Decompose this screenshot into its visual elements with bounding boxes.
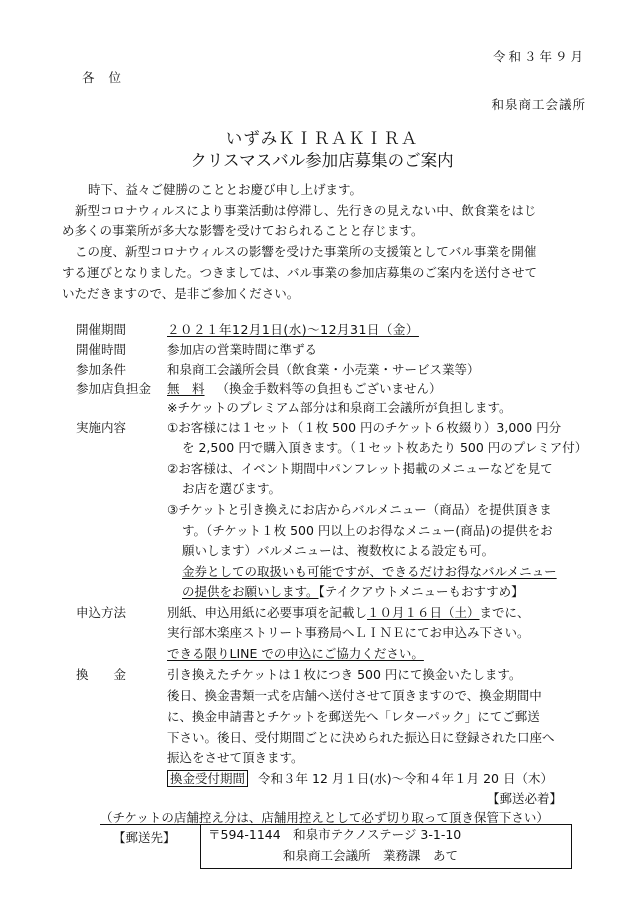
mailing-line-2: 和泉商工会議所 業務課 あて [283,848,459,863]
apply-line-underlined: できる限りLINE での申込にご協力ください。 [167,646,424,661]
condition-value: 和泉商工会議所会員（飲食業・小売業・サービス業等） [167,362,480,377]
burden-value [167,381,442,397]
exchange-line: 後日、換金書類一式を店舗へ送付させて頂きますので、換金期間中 [167,688,542,703]
title-line-1: いずみＫＩＲＡＫＩＲＡ [225,129,419,148]
apply-deadline: １０月１６日（土） [367,605,480,620]
exchange-label: 換 金 [76,667,127,682]
implementation-line: 願いします）バルメニューは、複数枚による設定も可。 [182,543,495,558]
burden-value-2: ※チケットのプレミアム部分は和泉商工会議所が負担します。 [167,400,512,415]
exchange-line: 引き換えたチケットは１枚につき 500 円にて換金いたします。 [167,667,522,682]
implementation-line: ①お客様には１セット（１枚 500 円のチケット６枚綴り）3,000 円分 [167,420,562,435]
implementation-underlined: 金券としての取扱いも可能ですが、できるだけお得なバルメニュー [182,564,557,579]
exchange-line: に、換金申請書とチケットを郵送先へ「レターパック」にてご郵送 [167,709,540,724]
implementation-label: 実施内容 [76,420,127,435]
intro-line: する運びとなりました。つきましては、バル事業の参加店募集のご案内を送付させて [62,265,538,280]
hours-value: 参加店の営業時間に準ずる [167,342,318,357]
exchange-line: 振込をさせて頂きます。 [167,750,304,765]
hours-label: 開催時間 [76,342,127,357]
notice: （チケットの店舗控え分は、店舗用控えとして必ず切り取って頂き保管下さい） [100,810,549,825]
intro-line: 新型コロナウィルスにより事業活動は停滞し、先行きの見えない中、飲食業をはじ [75,203,537,218]
mailing-label: 【郵送先】 [113,830,176,845]
title-line-2: クリスマスバル参加店募集のご案内 [190,151,454,170]
sender-name: 和泉商工会議所 [491,97,586,112]
takeout-note: 【テイクアウトメニューもおすすめ】 [318,584,524,599]
exchange-period [167,771,553,787]
condition-label: 参加条件 [76,362,127,377]
apply-text-end: までに、 [479,605,530,620]
burden-note: （換金手数料等の負担もございません） [216,381,442,396]
apply-text: 別紙、申込用紙に必要事項を記載し [167,605,368,620]
intro-line: この度、新型コロナウィルスの影響を受けた事業所の支援策としてバル事業を開催 [75,244,537,259]
period-label: 開催期間 [76,322,127,337]
apply-label: 申込方法 [76,605,127,620]
implementation-line: を 2,500 円で購入頂きます。（１セット枚あたり 500 円のプレミア付） [182,440,588,455]
implementation-line: す。（チケット１枚 500 円以上のお得なメニュー(商品)の提供をお [182,523,553,538]
implementation-underlined [182,584,524,600]
implementation-line: ③チケットと引き換えにお店からバルメニュー（商品）を提供頂きま [167,502,552,517]
exchange-period-value: 令和３年 12 月１日(水)～令和４年１月 20 日（木） [258,771,553,786]
burden-free: 無 料 [167,381,205,396]
apply-line: 実行部木楽座ストリート事務局へＬＩＮＥにてお申込み下さい。 [167,625,530,640]
apply-line [167,605,530,621]
intro-line: め多くの事業所が多大な影響を受けておられることと存じます。 [62,223,424,238]
implementation-line: お店を選びます。 [182,481,282,496]
mail-required: 【郵送必着】 [486,791,562,806]
burden-label: 参加店負担金 [76,381,152,396]
exchange-period-label: 換金受付期間 [167,770,248,787]
addressee: 各位 [82,70,136,85]
document-date: 令和３年９月 [492,49,586,64]
implementation-underlined-end: の提供をお願いします。 [182,584,319,599]
period-value: ２０２１年12月1日(水)～12月31日（金） [167,322,419,337]
mailing-line-1: 〒594-1144 和泉市テクノステージ 3-1-10 [208,827,462,842]
exchange-line: 下さい。後日、受付期間ごとに決められた振込日に登録された口座へ [167,730,555,745]
intro-line: いただきますので、是非ご参加ください。 [62,286,300,301]
intro-line: 時下、益々ご健勝のこととお慶び申し上げます。 [88,182,363,197]
implementation-line: ②お客様は、イベント期間中パンフレット掲載のメニューなどを見て [167,461,553,476]
